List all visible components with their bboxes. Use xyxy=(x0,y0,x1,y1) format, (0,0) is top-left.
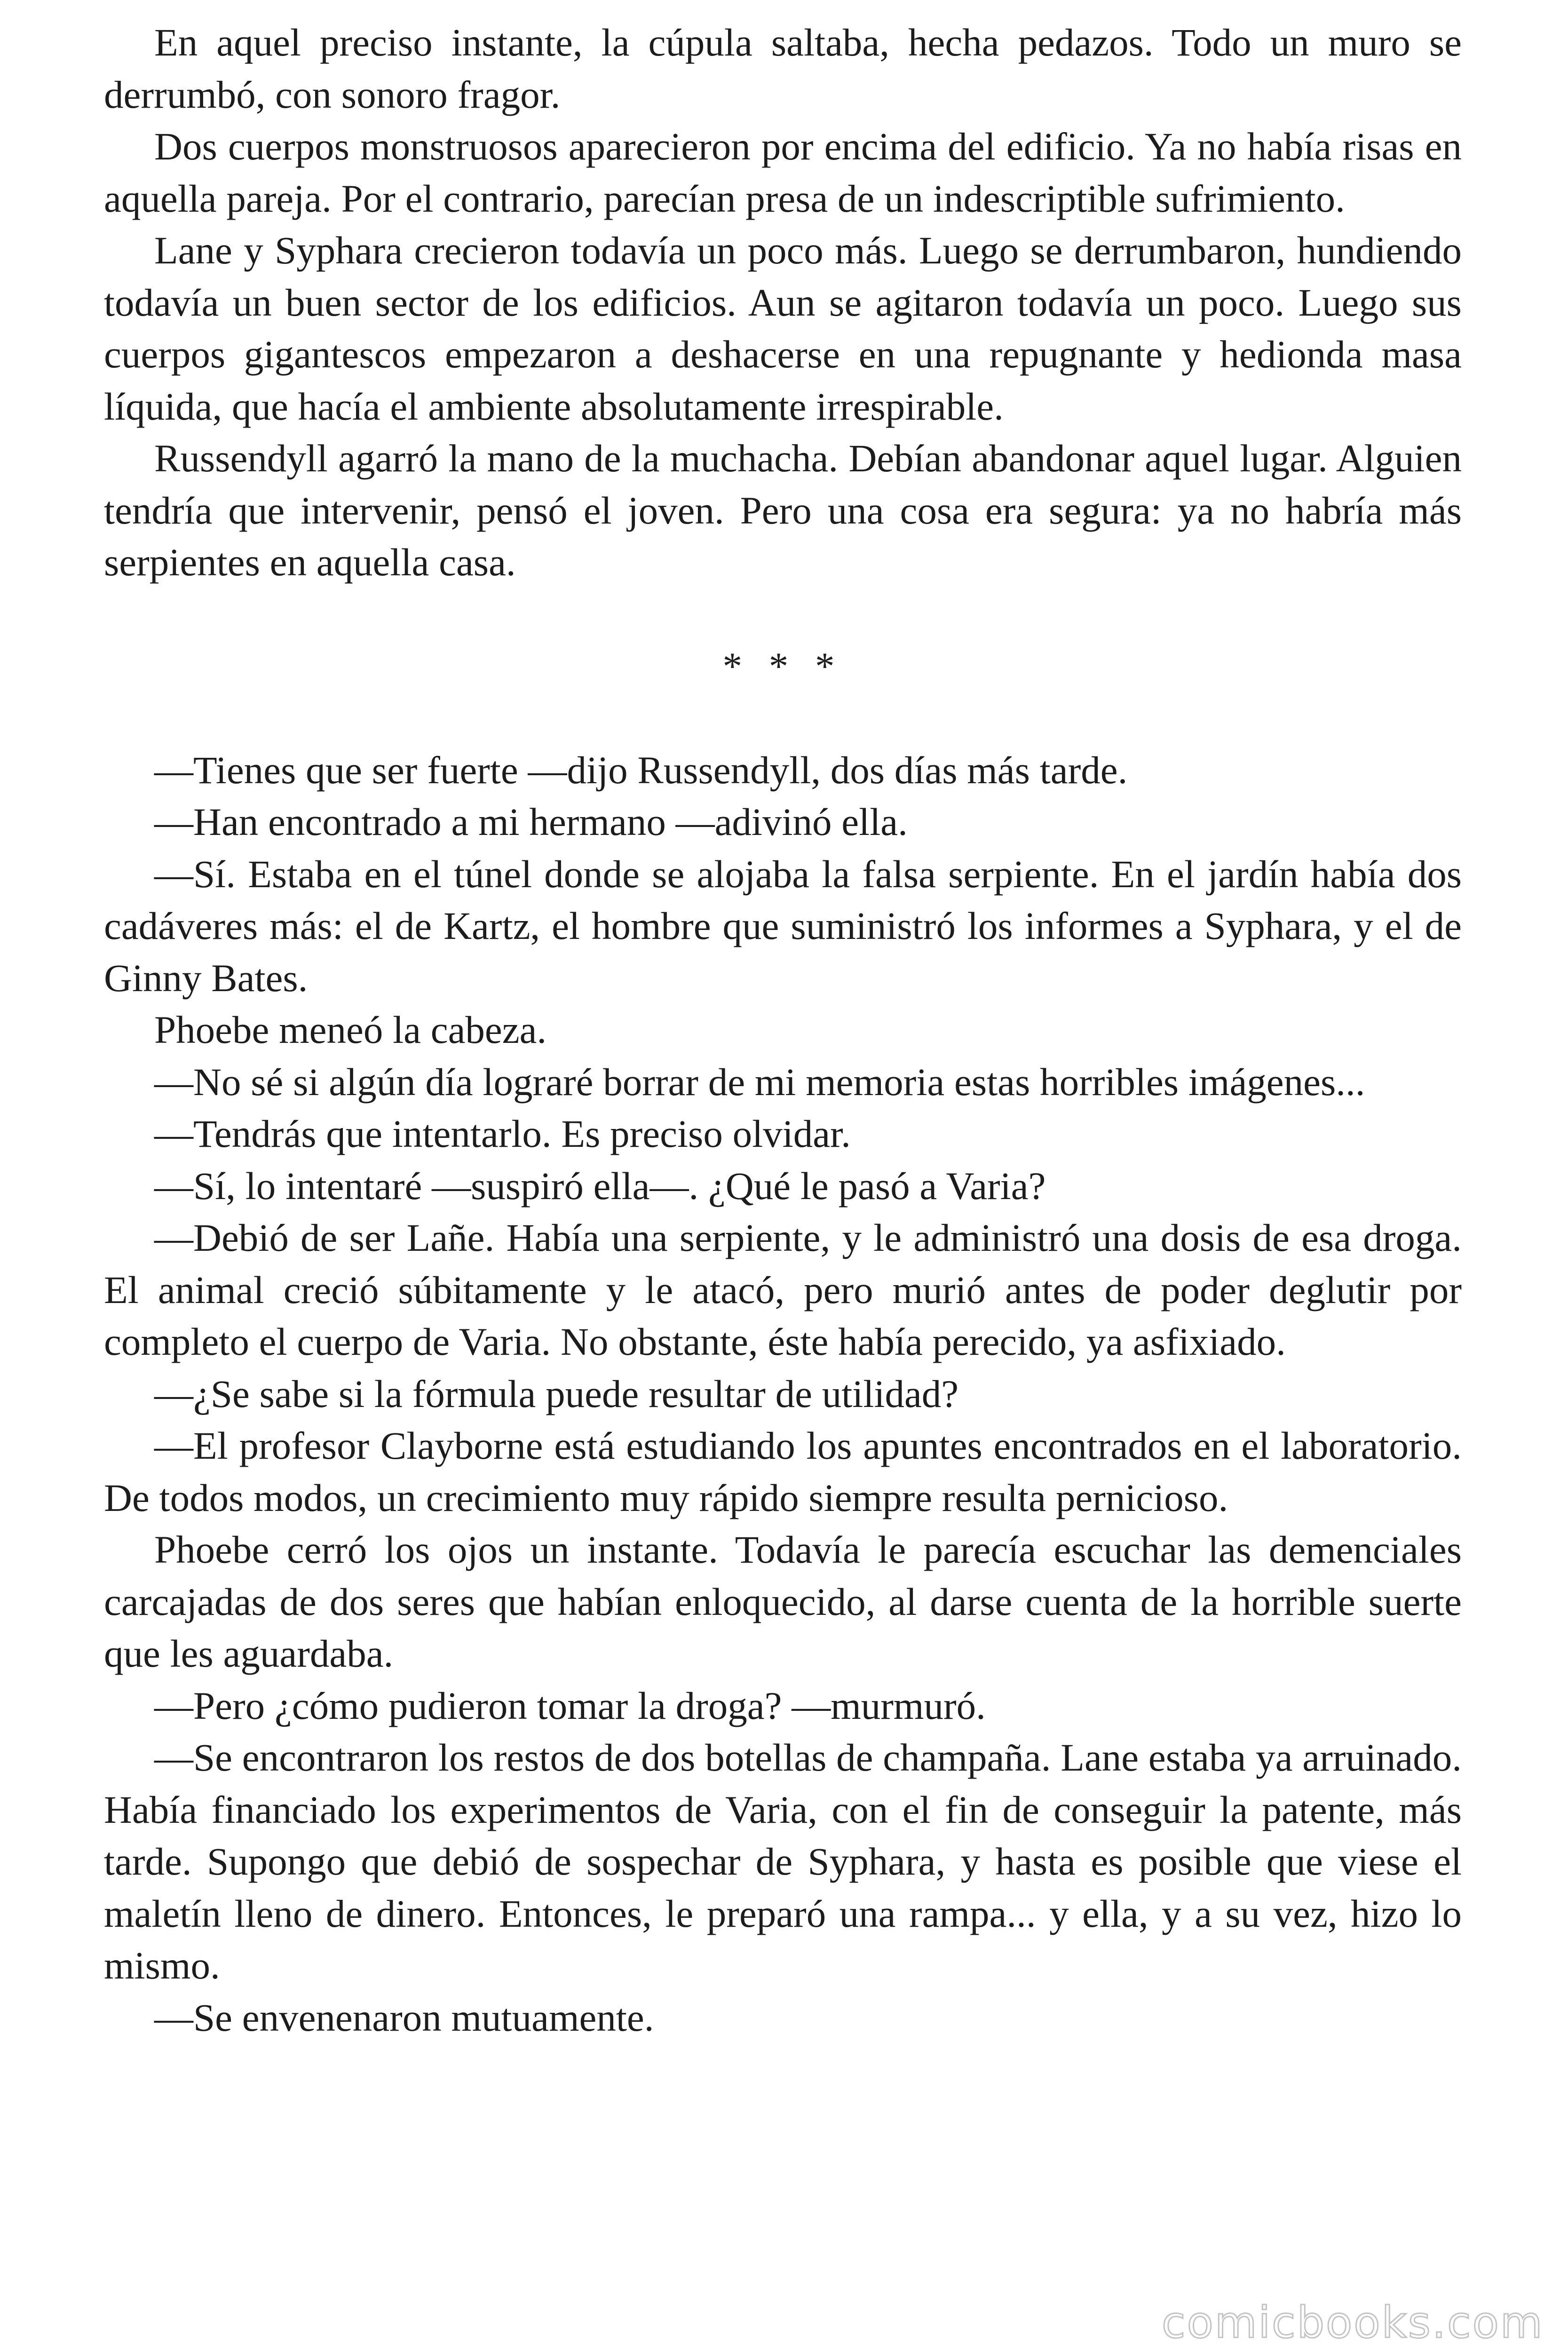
scene-separator: * * * xyxy=(722,644,843,688)
paragraph: En aquel preciso instante, la cúpula saltaba, hecha pedazos. Todo un muro se derrumbó, con sonoro fragor. xyxy=(104,21,1462,116)
watermark: comicbooks.com xyxy=(1162,2297,1544,2348)
paragraph: —Sí, lo intentaré —suspiró ella—. ¿Qué le pasó a Varia? xyxy=(154,1164,1046,1208)
paragraph: —Se envenenaron mutuamente. xyxy=(154,1995,654,2039)
paragraph: Phoebe cerró los ojos un instante. Todavía le parecía escuchar las demenciales carcajadas de dos seres que habían enloquecido, al darse cuenta de la horrible suerte que les aguardaba. xyxy=(104,1528,1462,1675)
paragraph: —¿Se sabe si la fórmula puede resultar de utilidad? xyxy=(154,1372,959,1415)
paragraph: —Tendrás que intentarlo. Es preciso olvidar. xyxy=(154,1112,851,1155)
paragraph: Phoebe meneó la cabeza. xyxy=(154,1008,547,1051)
paragraph: Russendyll agarró la mano de la muchacha. Debían abandonar aquel lugar. Alguien tendría que intervenir, pensó el joven. Pero una cosa era segura: ya no habría más serpientes en aquella casa. xyxy=(104,437,1462,584)
paragraph: —Debió de ser Lañe. Había una serpiente, y le administró una dosis de esa droga. El animal creció súbitamente y le atacó, pero murió antes de poder deglutir por completo el cuerpo de Varia. No obstante, éste había perecido, ya asfixiado. xyxy=(104,1216,1462,1363)
paragraph: —Sí. Estaba en el túnel donde se alojaba la falsa serpiente. En el jardín había dos cadáveres más: el de Kartz, el hombre que suministró los informes a Syphara, y el de Ginny Bates. xyxy=(104,852,1462,1000)
paragraph: Lane y Syphara crecieron todavía un poco más. Luego se derrumbaron, hundiendo todavía un buen sector de los edificios. Aun se agitaron todavía un poco. Luego sus cuerpos gigantescos empezaron a deshacerse en una repugnante y hedionda masa líquida, que hacía el ambiente absolutamente irrespirable. xyxy=(104,229,1462,428)
paragraph: —Han encontrado a mi hermano —adivinó ella. xyxy=(154,800,908,843)
paragraph: —El profesor Clayborne está estudiando los apuntes encontrados en el laboratorio. De todos modos, un crecimiento muy rápido siempre resulta pernicioso. xyxy=(104,1424,1462,1519)
paragraph: —No sé si algún día lograré borrar de mi memoria estas horribles imágenes... xyxy=(154,1060,1365,1104)
paragraph: —Se encontraron los restos de dos botellas de champaña. Lane estaba ya arruinado. Había financiado los experimentos de Varia, con el fin de conseguir la patente, más tarde. Supongo que debió de sospechar de Syphara, y hasta es posible que viese el maletín lleno de dinero. Entonces, le preparó una rampa... y ella, y a su vez, hizo lo mismo. xyxy=(104,1736,1462,1987)
paragraph: Dos cuerpos monstruosos aparecieron por encima del edificio. Ya no había risas en aquella pareja. Por el contrario, parecían presa de un indescriptible sufrimiento. xyxy=(104,125,1462,220)
paragraph: —Pero ¿cómo pudieron tomar la droga? —murmuró. xyxy=(154,1684,986,1727)
paragraph: —Tienes que ser fuerte —dijo Russendyll, dos días más tarde. xyxy=(154,748,1128,792)
page-body xyxy=(104,16,1462,2043)
